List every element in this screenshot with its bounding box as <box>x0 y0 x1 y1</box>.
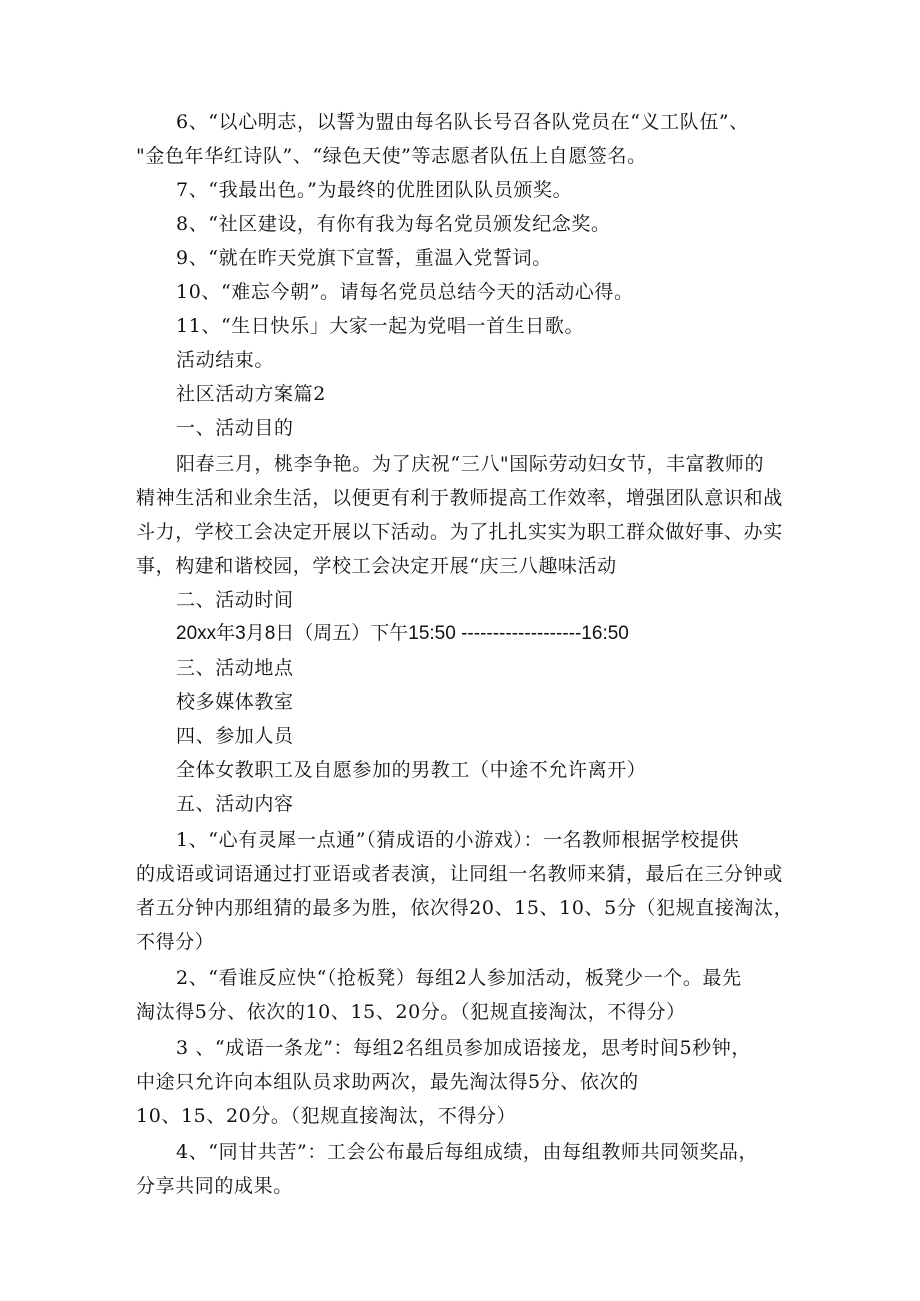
text-line: 精神生活和业余生活，以便更有利于教师提高工作效率，增强团队意识和战 <box>136 487 783 509</box>
text-line: 10、“难忘今朝”。请每名党员总结今天的活动心得。 <box>176 281 634 303</box>
text-line: 中途只允许向本组队员求助两次，最先淘汰得5分、依次的 <box>136 1071 639 1093</box>
heading-time: 二、活动时间 <box>176 589 294 611</box>
event-time: 20xx年3月8日（周五）下午15:50 -------------------16:50 <box>176 623 629 644</box>
text-line: 11、“生日快乐」大家一起为党唱一首生日歌。 <box>176 315 585 337</box>
text-line: 阳春三月，桃李争艳。为了庆祝“三八"国际劳动妇女节，丰富教师的 <box>176 453 765 475</box>
event-participants: 全体女教职工及自愿参加的男教工（中途不允许离开） <box>176 759 647 781</box>
text-line: 3 、“成语一条龙”：每组2名组员参加成语接龙，思考时间5秒钟， <box>176 1037 751 1059</box>
heading-location: 三、活动地点 <box>176 657 294 679</box>
section-title: 社区活动方案篇2 <box>176 383 326 405</box>
heading-purpose: 一、活动目的 <box>176 417 294 439</box>
text-line: 不得分） <box>136 931 215 953</box>
text-line: 者五分钟内那组猜的最多为胜，依次得20、15、10、5分（犯规直接淘汰， <box>136 897 794 919</box>
text-line: 9、“就在昨天党旗下宣誓，重温入党誓词。 <box>176 247 552 269</box>
text-line: 10、15、20分。（犯规直接淘汰，不得分） <box>136 1105 517 1127</box>
text-line: 分享共同的成果。 <box>136 1175 293 1197</box>
text-line: 1、“心有灵犀一点通”（猜成语的小游戏）：一名教师根据学校提供 <box>176 829 740 851</box>
text-line: 4、“同甘共苦”：工会公布最后每组成绩，由每组教师共同领奖品， <box>176 1141 759 1163</box>
text-line: "金色年华红诗队”、“绿色天使”等志愿者队伍上自愿签名。 <box>136 145 647 167</box>
text-line: 的成语或词语通过打亚语或者表演，让同组一名教师来猜，最后在三分钟或 <box>136 863 783 885</box>
text-line: 事，构建和谐校园，学校工会决定开展“庆三八趣味活动 <box>136 555 617 577</box>
text-line: 斗力，学校工会决定开展以下活动。为了扎扎实实为职工群众做好事、办实 <box>136 521 783 543</box>
text-line: 7、“我最出色。”为最终的优胜团队队员颁奖。 <box>176 179 573 201</box>
event-location: 校多媒体教室 <box>176 691 294 713</box>
text-line: 活动结束。 <box>176 349 275 371</box>
heading-participants: 四、参加人员 <box>176 725 294 747</box>
text-line: 6、“以心明志，以誓为盟由每名队长号召各队党员在“义工队伍”、 <box>176 111 749 133</box>
text-line: 2、“看谁反应快“（抢板凳）每组2人参加活动，板凳少一个。最先 <box>176 967 742 989</box>
text-line: 8、“社区建设，有你有我为每名党员颁发纪念奖。 <box>176 213 611 235</box>
heading-content: 五、活动内容 <box>176 793 294 815</box>
text-line: 淘汰得5分、依次的10、15、20分。（犯规直接淘汰，不得分） <box>136 1001 686 1023</box>
